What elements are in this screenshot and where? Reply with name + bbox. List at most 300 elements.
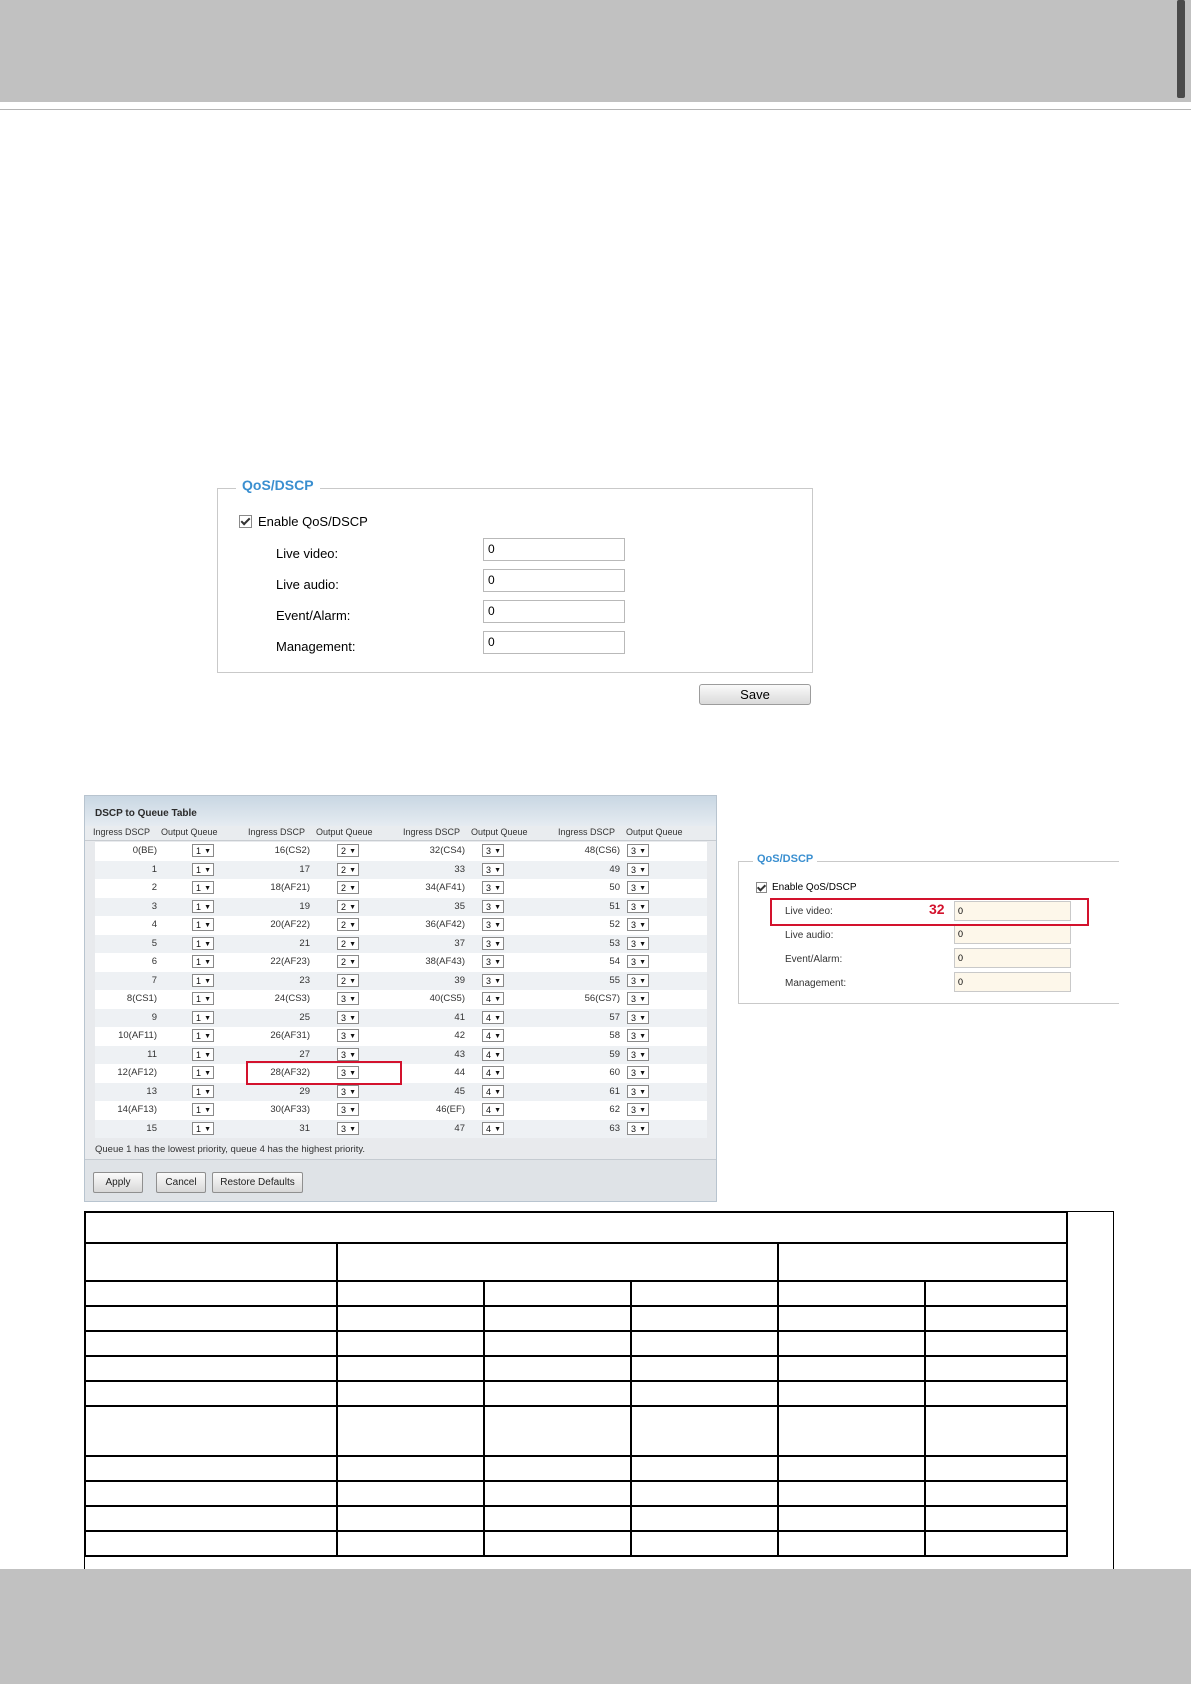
output-queue-value: 3 [631,994,637,1004]
enable-qos-checkbox[interactable] [239,515,252,528]
dropdown-arrow-icon: ▼ [494,1014,501,1022]
ingress-dscp-value: 2 [151,882,157,893]
dropdown-arrow-icon: ▼ [494,1070,501,1077]
ingress-dscp-value: 24(CS3) [274,993,310,1004]
header-output-queue: Output Queue [626,827,683,837]
dscp-row [95,1101,707,1119]
ingress-dscp-value: 4 [151,919,157,930]
dscp-row [95,879,707,897]
output-queue-value: 1 [196,975,202,986]
event-alarm-label-small: Event/Alarm: [785,954,843,965]
output-queue-value: 2 [341,883,347,893]
ingress-dscp-value: 38(AF43) [425,956,465,967]
output-queue-value: 2 [341,975,347,986]
dropdown-arrow-icon: ▼ [349,848,356,855]
dropdown-arrow-icon: ▼ [639,977,646,985]
ingress-dscp-value: 36(AF42) [425,919,465,930]
output-queue-value: 3 [631,975,637,986]
header-ingress-dscp: Ingress DSCP [558,827,616,837]
ingress-dscp-value: 28(AF32) [270,1067,310,1078]
dscp-row [95,1120,707,1138]
ingress-dscp-value: 17 [299,863,310,875]
dropdown-arrow-icon: ▼ [349,959,356,966]
ingress-dscp-value: 3 [151,900,157,912]
ingress-dscp-value: 34(AF41) [425,882,465,893]
ingress-dscp-value: 9 [151,1011,157,1023]
live-video-input[interactable]: 0 [483,538,625,561]
output-queue-value: 2 [341,901,347,912]
ingress-dscp-value: 1 [151,863,157,875]
live-audio-label: Live audio: [276,577,339,592]
output-queue-value: 4 [486,1031,492,1041]
output-queue-value: 3 [631,1031,637,1041]
output-queue-value: 1 [196,846,202,856]
output-queue-select[interactable] [192,937,214,950]
dropdown-arrow-icon: ▼ [204,940,211,948]
dropdown-arrow-icon: ▼ [349,1070,356,1077]
output-queue-select[interactable] [627,974,649,987]
live-audio-label-small: Live audio: [785,930,834,941]
ingress-dscp-value: 0(BE) [132,845,157,856]
dropdown-arrow-icon: ▼ [494,977,501,985]
output-queue-value: 1 [196,1068,202,1078]
live-video-input-small[interactable]: 0 [954,901,1071,921]
output-queue-select[interactable] [627,1029,649,1042]
output-queue-value: 2 [341,920,347,930]
output-queue-select[interactable] [627,937,649,950]
output-queue-select[interactable] [192,1029,214,1042]
output-queue-value: 1 [196,1123,202,1134]
ingress-dscp-value: 45 [454,1085,465,1097]
output-queue-value: 3 [486,975,492,986]
dscp-queue-panel [84,795,717,1202]
output-queue-value: 4 [486,1105,492,1115]
output-queue-value: 4 [486,1068,492,1078]
ingress-dscp-value: 8(CS1) [126,993,157,1004]
output-queue-select[interactable] [627,918,649,931]
ingress-dscp-value: 58 [609,1030,620,1041]
ingress-dscp-value: 48(CS6) [584,845,620,856]
scrollbar[interactable] [1177,0,1185,98]
dropdown-arrow-icon: ▼ [349,1107,356,1114]
ingress-dscp-value: 62 [609,1104,620,1115]
dscp-row [95,990,707,1008]
dropdown-arrow-icon: ▼ [639,1051,646,1059]
output-queue-select[interactable] [482,992,504,1005]
enable-qos-row[interactable] [239,514,368,529]
output-queue-value: 4 [486,1123,492,1134]
output-queue-select[interactable] [482,1085,504,1098]
dropdown-arrow-icon: ▼ [639,1070,646,1077]
table-header-cell [85,1243,337,1281]
dropdown-arrow-icon: ▼ [639,959,646,966]
dropdown-arrow-icon: ▼ [494,940,501,948]
ingress-dscp-value: 26(AF31) [270,1030,310,1041]
output-queue-value: 3 [341,1086,347,1097]
ingress-dscp-value: 23 [299,974,310,986]
header-output-queue: Output Queue [161,827,218,837]
ingress-dscp-value: 19 [299,900,310,912]
dropdown-arrow-icon: ▼ [494,1051,501,1059]
ingress-dscp-value: 57 [609,1011,620,1023]
output-queue-select[interactable] [627,863,649,876]
output-queue-select[interactable] [627,881,649,894]
output-queue-select[interactable] [627,1011,649,1024]
output-queue-value: 2 [341,846,347,856]
event-alarm-input-small[interactable]: 0 [954,948,1071,968]
dropdown-arrow-icon: ▼ [349,940,356,948]
ingress-dscp-value: 50 [609,882,620,893]
output-queue-select[interactable] [337,974,359,987]
output-queue-select[interactable] [482,937,504,950]
dropdown-arrow-icon: ▼ [349,885,356,892]
empty-grid-table [84,1211,1068,1557]
ingress-dscp-value: 12(AF12) [117,1067,157,1078]
output-queue-select[interactable] [337,955,359,968]
dscp-row [95,898,707,916]
output-queue-value: 1 [196,864,202,875]
ingress-dscp-value: 25 [299,1011,310,1023]
output-queue-select[interactable] [192,863,214,876]
management-label: Management: [276,639,356,654]
output-queue-select[interactable] [192,1011,214,1024]
output-queue-select[interactable] [482,863,504,876]
dropdown-arrow-icon: ▼ [204,903,211,911]
ingress-dscp-value: 47 [454,1122,465,1134]
dropdown-arrow-icon: ▼ [204,885,211,892]
table-title-cell [85,1212,1067,1243]
output-queue-select[interactable] [337,1029,359,1042]
output-queue-select[interactable] [627,1085,649,1098]
output-queue-select[interactable] [192,1122,214,1135]
output-queue-value: 2 [341,957,347,967]
output-queue-value: 4 [486,1086,492,1097]
output-queue-value: 3 [486,957,492,967]
ingress-dscp-value: 56(CS7) [584,993,620,1004]
output-queue-select[interactable] [482,881,504,894]
dropdown-arrow-icon: ▼ [204,977,211,985]
header-output-queue: Output Queue [471,827,528,837]
output-queue-value: 1 [196,1031,202,1041]
dropdown-arrow-icon: ▼ [204,848,211,855]
output-queue-select[interactable] [627,1122,649,1135]
save-button[interactable]: Save [699,684,811,705]
page-header-band [0,0,1191,102]
ingress-dscp-value: 53 [609,937,620,949]
af32-highlight-box [246,1061,402,1085]
dropdown-arrow-icon: ▼ [639,903,646,911]
ingress-dscp-value: 54 [609,956,620,967]
output-queue-select[interactable] [337,937,359,950]
ingress-dscp-value: 11 [147,1048,157,1060]
output-queue-select[interactable] [482,974,504,987]
dropdown-arrow-icon: ▼ [349,996,356,1003]
dropdown-arrow-icon: ▼ [639,1125,646,1133]
output-queue-select[interactable] [482,1122,504,1135]
output-queue-select[interactable] [192,1085,214,1098]
header-ingress-dscp: Ingress DSCP [403,827,461,837]
dropdown-arrow-icon: ▼ [349,922,356,929]
ingress-dscp-value: 43 [454,1048,465,1060]
output-queue-value: 1 [196,901,202,912]
qos-panel-small-legend: QoS/DSCP [753,853,817,865]
output-queue-select[interactable] [482,900,504,913]
ingress-dscp-value: 42 [454,1030,465,1041]
output-queue-value: 4 [486,1012,492,1023]
ingress-dscp-value: 20(AF22) [270,919,310,930]
dropdown-arrow-icon: ▼ [494,959,501,966]
output-queue-value: 3 [631,1105,637,1115]
output-queue-value: 3 [341,1012,347,1023]
dscp-row [95,1009,707,1027]
ingress-dscp-value: 63 [609,1122,620,1134]
output-queue-value: 1 [196,1086,202,1097]
output-queue-select[interactable] [192,881,214,894]
live-video-label: Live video: [276,546,339,561]
dropdown-arrow-icon: ▼ [494,903,501,911]
dropdown-arrow-icon: ▼ [639,1014,646,1022]
ingress-dscp-value: 44 [454,1067,465,1078]
output-queue-select[interactable] [627,992,649,1005]
output-queue-select[interactable] [192,974,214,987]
output-queue-select[interactable] [627,844,649,857]
dscp-row [95,972,707,990]
ingress-dscp-value: 14(AF13) [117,1104,157,1115]
output-queue-value: 3 [631,846,637,856]
ingress-dscp-value: 37 [454,937,465,949]
output-queue-select[interactable] [482,1048,504,1061]
dscp-row [95,842,707,860]
dscp-row [95,861,707,879]
dropdown-arrow-icon: ▼ [349,1014,356,1022]
output-queue-select[interactable] [482,844,504,857]
output-queue-value: 3 [486,920,492,930]
dropdown-arrow-icon: ▼ [639,848,646,855]
output-queue-select[interactable] [627,1103,649,1116]
ingress-dscp-value: 31 [299,1122,310,1134]
dropdown-arrow-icon: ▼ [494,922,501,929]
output-queue-value: 3 [631,1123,637,1134]
output-queue-select[interactable] [482,955,504,968]
output-queue-value: 1 [196,1012,202,1023]
output-queue-value: 3 [631,883,637,893]
page-footer-band [0,1569,1191,1684]
enable-qos-label: Enable QoS/DSCP [258,514,368,529]
output-queue-value: 4 [486,994,492,1004]
dropdown-arrow-icon: ▼ [204,996,211,1003]
dropdown-arrow-icon: ▼ [494,1033,501,1040]
table-header-cell [778,1243,1067,1281]
output-queue-select[interactable] [192,918,214,931]
output-queue-value: 3 [486,938,492,949]
qos-panel-legend: QoS/DSCP [236,477,320,493]
management-input[interactable]: 0 [483,631,625,654]
header-ingress-dscp: Ingress DSCP [248,827,306,837]
event-alarm-input[interactable]: 0 [483,600,625,623]
dscp-row [95,953,707,971]
output-queue-select[interactable] [482,1066,504,1079]
output-queue-value: 1 [196,938,202,949]
ingress-dscp-value: 61 [609,1085,620,1097]
dropdown-arrow-icon: ▼ [639,866,646,874]
dropdown-arrow-icon: ▼ [204,1033,211,1040]
output-queue-value: 2 [341,864,347,875]
output-queue-select[interactable] [192,1066,214,1079]
output-queue-value: 3 [631,920,637,930]
dropdown-arrow-icon: ▼ [204,1070,211,1077]
queue-priority-note: Queue 1 has the lowest priority, queue 4 has the highest priority. [95,1144,366,1155]
output-queue-select[interactable] [192,900,214,913]
event-alarm-label: Event/Alarm: [276,608,351,623]
output-queue-value: 3 [486,846,492,856]
enable-qos-label-small: Enable QoS/DSCP [772,882,857,893]
live-audio-input[interactable]: 0 [483,569,625,592]
dropdown-arrow-icon: ▼ [639,940,646,948]
dropdown-arrow-icon: ▼ [204,1107,211,1114]
dropdown-arrow-icon: ▼ [494,848,501,855]
enable-qos-checkbox-small[interactable] [756,882,767,893]
output-queue-value: 3 [486,901,492,912]
ingress-dscp-value: 22(AF23) [270,956,310,967]
output-queue-select[interactable] [337,918,359,931]
output-queue-value: 1 [196,1105,202,1115]
dropdown-arrow-icon: ▼ [349,903,356,911]
live-video-label-small: Live video: [785,906,833,917]
ingress-dscp-value: 40(CS5) [429,993,465,1004]
apply-button[interactable]: Apply [93,1172,143,1193]
ingress-dscp-value: 60 [609,1067,620,1078]
enable-qos-row-small[interactable] [756,882,857,893]
header-ingress-dscp: Ingress DSCP [93,827,151,837]
output-queue-select[interactable] [337,1122,359,1135]
output-queue-value: 3 [341,1068,347,1078]
ingress-dscp-value: 10(AF11) [118,1030,157,1041]
dropdown-arrow-icon: ▼ [204,1014,211,1022]
ingress-dscp-value: 5 [151,937,157,949]
output-queue-value: 3 [631,938,637,949]
output-queue-value: 1 [196,920,202,930]
output-queue-select[interactable] [192,1048,214,1061]
output-queue-select[interactable] [627,1066,649,1079]
output-queue-value: 3 [486,883,492,893]
ingress-dscp-value: 30(AF33) [270,1104,310,1115]
ingress-dscp-value: 49 [609,863,620,875]
output-queue-select[interactable] [337,1011,359,1024]
dropdown-arrow-icon: ▼ [204,959,211,966]
dropdown-arrow-icon: ▼ [639,996,646,1003]
qos-dscp-panel [217,477,813,673]
ingress-dscp-value: 46(EF) [435,1104,465,1115]
output-queue-value: 1 [196,994,202,1004]
output-queue-select[interactable] [192,844,214,857]
dropdown-arrow-icon: ▼ [494,1088,501,1096]
output-queue-value: 3 [341,994,347,1004]
dropdown-arrow-icon: ▼ [639,1107,646,1114]
ingress-dscp-value: 55 [609,974,620,986]
output-queue-value: 1 [196,1049,202,1060]
dropdown-arrow-icon: ▼ [494,1125,501,1133]
table-header-cell [337,1243,778,1281]
ingress-dscp-value: 35 [454,900,465,912]
output-queue-select[interactable] [337,844,359,857]
output-queue-select[interactable] [337,1085,359,1098]
dscp-row [95,935,707,953]
output-queue-value: 3 [341,1123,347,1134]
output-queue-value: 3 [631,1049,637,1060]
ingress-dscp-value: 51 [609,900,620,912]
live-audio-input-small[interactable]: 0 [954,924,1071,944]
management-label-small: Management: [785,978,847,989]
ingress-dscp-value: 16(CS2) [274,845,310,856]
output-queue-select[interactable] [482,1011,504,1024]
output-queue-select[interactable] [337,900,359,913]
dropdown-arrow-icon: ▼ [494,1107,501,1114]
dropdown-arrow-icon: ▼ [204,1125,211,1133]
dropdown-arrow-icon: ▼ [349,1125,356,1133]
ingress-dscp-value: 6 [151,956,157,967]
ingress-dscp-value: 52 [609,919,620,930]
output-queue-value: 4 [486,1049,492,1060]
output-queue-select[interactable] [337,1103,359,1116]
output-queue-select[interactable] [337,992,359,1005]
output-queue-value: 3 [486,864,492,875]
output-queue-select[interactable] [627,1048,649,1061]
output-queue-select[interactable] [337,863,359,876]
header-divider [0,109,1191,110]
ingress-dscp-value: 15 [146,1122,157,1134]
output-queue-select[interactable] [627,955,649,968]
output-queue-select[interactable] [192,992,214,1005]
dscp-row [95,1083,707,1101]
qos-dscp-panel-small [738,853,1119,1004]
output-queue-value: 3 [341,1105,347,1115]
dscp-row [95,1027,707,1045]
dropdown-arrow-icon: ▼ [639,1033,646,1040]
output-queue-select[interactable] [482,918,504,931]
management-input-small[interactable]: 0 [954,972,1071,992]
output-queue-select[interactable] [192,955,214,968]
ingress-dscp-value: 41 [454,1011,465,1023]
output-queue-value: 2 [341,938,347,949]
ingress-dscp-value: 29 [299,1085,310,1097]
output-queue-select[interactable] [482,1103,504,1116]
ingress-dscp-value: 7 [151,974,157,986]
dropdown-arrow-icon: ▼ [349,1033,356,1040]
ingress-dscp-value: 59 [609,1048,620,1060]
dropdown-arrow-icon: ▼ [639,1088,646,1096]
output-queue-select[interactable] [627,900,649,913]
restore-defaults-button[interactable]: Restore Defaults [212,1172,303,1193]
ingress-dscp-value: 18(AF21) [270,882,310,893]
ingress-dscp-value: 27 [299,1048,310,1060]
dscp-table-title: DSCP to Queue Table [95,808,197,819]
live-video-dscp-value: 32 [929,901,945,917]
output-queue-value: 3 [631,1086,637,1097]
cancel-button[interactable]: Cancel [156,1172,206,1193]
ingress-dscp-value: 39 [454,974,465,986]
ingress-dscp-value: 13 [146,1085,157,1097]
dropdown-arrow-icon: ▼ [349,1051,356,1059]
output-queue-select[interactable] [192,1103,214,1116]
output-queue-select[interactable] [337,881,359,894]
dscp-table-body [95,842,707,1138]
dropdown-arrow-icon: ▼ [349,977,356,985]
output-queue-select[interactable] [482,1029,504,1042]
output-queue-value: 1 [196,883,202,893]
output-queue-value: 3 [631,1068,637,1078]
output-queue-select[interactable] [337,1048,359,1061]
dropdown-arrow-icon: ▼ [204,1051,211,1059]
